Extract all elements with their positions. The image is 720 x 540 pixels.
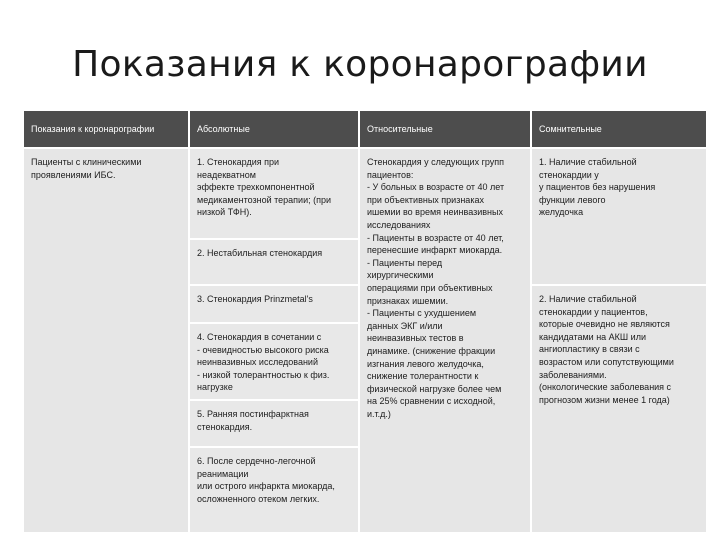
patients-cell: Пациенты с клиническими проявлениями ИБС. bbox=[24, 149, 188, 532]
absolute-item-6: 6. После сердечно-легочной реанимации или острого инфаркта миокарда, осложненного отеком легких. bbox=[190, 448, 358, 532]
absolute-item-1: 1. Стенокардия при неадекватном эффекте трехкомпонентной медикаментозной терапии; (при низкой ТФН). bbox=[190, 149, 358, 238]
absolute-item-2: 2. Нестабильная стенокардия bbox=[190, 240, 358, 284]
doubtful-item-1: 1. Наличие стабильной стенокардии у у пациентов без нарушения функции левого желудочка bbox=[532, 149, 706, 284]
header-doubtful: Сомнительные bbox=[532, 111, 706, 147]
slide-title: Показания к коронарографии bbox=[72, 44, 648, 85]
indications-table bbox=[24, 111, 700, 531]
header-absolute: Абсолютные bbox=[190, 111, 358, 147]
relative-cell: Стенокардия у следующих групп пациентов: - У больных в возрасте от 40 лет при объективных признаках ишемии во время неинвазивных исследованиях - Пациенты в возрасте от 40 лет, перенесшие инфаркт миокарда. - Пациенты перед хирургическими операциями при объективных признаках ишемии. - Пациенты с ухудшением данных ЭКГ и/или неинвазивных тестов в динамике. (снижение фракции изгнания левого желудочка, снижение толерантности к физической нагрузке более чем на 25% сравнении с исходной, и.т.д.) bbox=[360, 149, 530, 532]
absolute-item-4: 4. Стенокардия в сочетании с - очевидностью высокого риска неинвазивных исследований - низкой толерантностью к физ. нагрузке bbox=[190, 324, 358, 399]
header-indications: Показания к коронарографии bbox=[24, 111, 188, 147]
header-relative: Относительные bbox=[360, 111, 530, 147]
doubtful-item-2: 2. Наличие стабильной стенокардии у пациентов, которые очевидно не являются кандидатами на АКШ или ангиопластику в связи с возрастом или сопутствующими заболеваниями. (онкологические заболевания с прогнозом жизни менее 1 года) bbox=[532, 286, 706, 532]
absolute-item-3: 3. Стенокардия Prinzmetal's bbox=[190, 286, 358, 322]
absolute-item-5: 5. Ранняя постинфарктная стенокардия. bbox=[190, 401, 358, 446]
